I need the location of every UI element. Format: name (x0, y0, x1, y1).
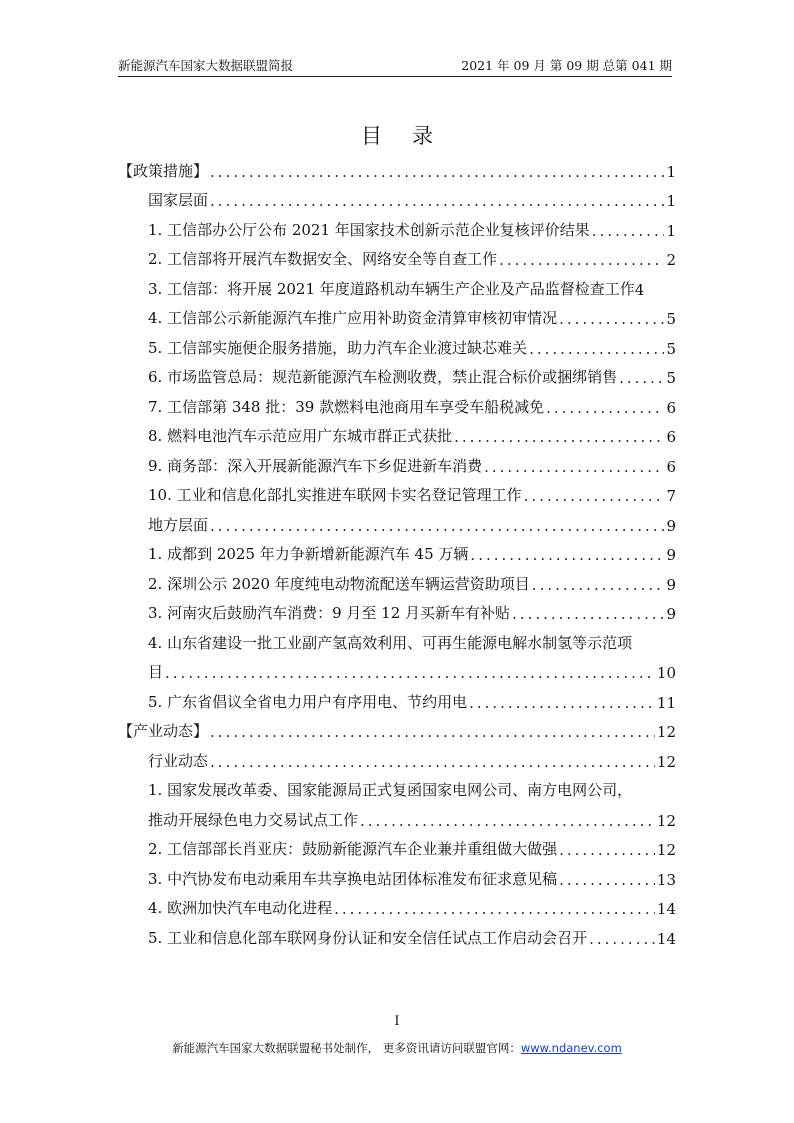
toc-leader-dots (592, 222, 665, 240)
toc-entry[interactable] (118, 893, 676, 923)
toc-entry-page: 7 (666, 487, 676, 505)
toc-leader-dots (470, 546, 664, 564)
footer-text: 新能源汽车国家大数据联盟秘书处制作， 更多资讯请访问联盟官网： (172, 1041, 521, 1055)
header-publication-name: 新能源汽车国家大数据联盟简报 (118, 58, 294, 73)
toc-entry-title: 10. 工业和信息化部扎实推进车联网卡实名登记管理工作 (148, 486, 522, 504)
toc-entry-title: 【产业动态】 (118, 722, 209, 740)
toc-entry[interactable] (118, 834, 676, 864)
toc-entry-page: 13 (656, 870, 676, 889)
toc-entry[interactable] (118, 775, 676, 805)
toc-entry-page: 9 (666, 575, 676, 594)
toc-entry[interactable] (118, 568, 676, 598)
toc-entry[interactable] (118, 657, 676, 687)
toc-entry-title: 3. 工信部：将开展 2021 年度道路机动车辆生产企业及产品监督检查工作 (148, 279, 635, 298)
toc-leader-dots (559, 841, 655, 859)
toc-entry-page: 1 (666, 162, 676, 181)
toc-entry-title: 3. 河南灾后鼓励汽车消费：9 月至 12 月买新车有补贴 (148, 604, 511, 622)
toc-leader-dots (334, 900, 655, 918)
toc-entry[interactable] (118, 686, 676, 716)
toc-title: 目录 (361, 124, 463, 148)
toc-entry-title: 8. 燃料电池汽车示范应用广东城市群正式获批 (148, 427, 453, 445)
toc-entry-title: 目 (148, 663, 164, 681)
toc-leader-dots (210, 753, 655, 771)
toc-entry-title: 5. 广东省倡议全省电力用户有序用电、节约用电 (148, 692, 468, 711)
toc-leader-dots (454, 428, 664, 446)
toc-entry-title: 9. 商务部：深入开展新能源汽车下乡促进新车消费 (148, 456, 483, 475)
toc-leader-dots (469, 694, 655, 712)
toc-entry-page: 14 (656, 929, 676, 948)
toc-entry-title: 国家层面 (148, 191, 209, 209)
toc-leader-dots (210, 517, 664, 535)
toc-entry[interactable] (118, 480, 676, 510)
toc-entry[interactable] (118, 214, 676, 244)
toc-entry-page: 1 (666, 221, 676, 240)
toc-entry-title: 2. 工信部将开展汽车数据安全、网络安全等自查工作 (148, 250, 498, 268)
toc-entry[interactable] (118, 863, 676, 893)
toc-leader-dots (529, 340, 664, 358)
toc-entry-page: 4 (634, 280, 645, 299)
toc-entry[interactable] (118, 804, 676, 834)
toc-entry[interactable] (118, 539, 676, 569)
toc-entry-title: 2. 工信部部长肖亚庆：鼓励新能源汽车企业兼并重组做大做强 (148, 840, 558, 858)
toc-entry-page: 5 (666, 339, 676, 358)
toc-entry[interactable] (118, 244, 676, 274)
toc-entry-page: 6 (666, 398, 676, 417)
toc-entry[interactable] (118, 716, 676, 746)
toc-entry[interactable] (118, 598, 676, 628)
footer-website-link[interactable]: www.ndanev.com (520, 1041, 622, 1055)
toc-entry[interactable] (118, 303, 676, 333)
toc-entry[interactable] (118, 745, 676, 775)
toc-entry-page: 14 (656, 900, 676, 918)
toc-entry-title: 4. 山东省建设一批工业副产氢高效利用、可再生能源电解水制氢等示范项 (148, 633, 633, 652)
toc-entry-page: 12 (656, 723, 676, 741)
toc-entry-page: 6 (666, 457, 676, 476)
toc-entry-page: 6 (666, 428, 676, 446)
toc-entry-page: 2 (666, 251, 676, 269)
toc-entry-title: 4. 工信部公示新能源汽车推广应用补助资金清算审核初审情况 (148, 309, 558, 327)
toc-entry[interactable] (118, 627, 676, 657)
toc-entry-title: 6. 市场监管总局：规范新能源汽车检测收费，禁止混合标价或捆绑销售 (148, 368, 618, 386)
toc-entry-title: 1. 工信部办公厅公布 2021 年国家技术创新示范企业复核评价结果 (148, 220, 590, 239)
toc-entry-page: 1 (666, 192, 676, 210)
toc-entry-title: 1. 国家发展改革委、国家能源局正式复函国家电网公司、南方电网公司， (148, 781, 633, 799)
toc-leader-dots (559, 871, 655, 889)
toc-leader-dots (210, 192, 664, 210)
toc-leader-dots (210, 163, 664, 181)
toc-entry[interactable] (118, 391, 676, 421)
header-issue-info: 2021 年 09 月 第 09 期 总第 041 期 (461, 58, 672, 73)
table-of-contents (118, 155, 676, 952)
toc-leader-dots (559, 310, 664, 328)
toc-entry-title: 推动开展绿色电力交易试点工作 (148, 810, 359, 829)
toc-entry-page: 5 (666, 310, 676, 328)
page-footer (0, 1040, 794, 1056)
toc-entry-page: 10 (656, 664, 676, 682)
page-header (118, 52, 672, 77)
toc-entry[interactable] (118, 922, 676, 952)
toc-entry[interactable] (118, 450, 676, 480)
toc-leader-dots (165, 664, 655, 682)
toc-entry[interactable] (118, 155, 676, 185)
toc-entry-title: 1. 成都到 2025 年力争新增新能源汽车 45 万辆 (148, 545, 469, 563)
toc-entry-title: 3. 中汽协发布电动乘用车共享换电站团体标准发布征求意见稿 (148, 869, 558, 888)
toc-entry[interactable] (118, 185, 676, 215)
toc-entry-title: 5. 工业和信息化部车联网身份认证和安全信任试点工作启动会召开 (148, 928, 588, 947)
toc-entry[interactable] (118, 362, 676, 392)
toc-entry-page: 5 (666, 369, 676, 387)
toc-leader-dots (512, 605, 664, 623)
toc-leader-dots (210, 723, 655, 741)
toc-leader-dots (546, 399, 664, 417)
toc-entry[interactable] (118, 273, 676, 303)
toc-leader-dots (360, 812, 655, 830)
toc-leader-dots (589, 930, 655, 948)
toc-entry-title: 【政策措施】 (118, 161, 209, 180)
toc-entry[interactable] (118, 421, 676, 451)
toc-leader-dots (499, 251, 664, 269)
toc-entry-title: 7. 工信部第 348 批：39 款燃料电池商用车享受车船税减免 (148, 397, 545, 416)
toc-entry-page: 12 (656, 752, 676, 771)
toc-leader-dots (532, 576, 665, 594)
toc-entry-title: 4. 欧洲加快汽车电动化进程 (148, 899, 333, 917)
toc-leader-dots (524, 487, 665, 505)
toc-leader-dots (484, 458, 664, 476)
toc-leader-dots (619, 369, 664, 387)
toc-entry[interactable] (118, 509, 676, 539)
toc-entry-title: 行业动态 (148, 751, 209, 770)
toc-entry-title: 2. 深圳公示 2020 年度纯电动物流配送车辆运营资助项目 (148, 574, 530, 593)
toc-entry-title: 地方层面 (148, 515, 209, 534)
toc-entry-page: 12 (656, 811, 676, 830)
toc-entry-page: 9 (666, 605, 676, 623)
toc-entry-page: 9 (666, 546, 676, 564)
toc-entry-page: 9 (666, 516, 676, 535)
page-number: I (394, 1014, 400, 1029)
toc-entry-title: 5. 工信部实施便企服务措施，助力汽车企业渡过缺芯难关 (148, 338, 528, 357)
toc-entry[interactable] (118, 332, 676, 362)
toc-entry-page: 12 (656, 841, 676, 859)
toc-entry-page: 11 (656, 693, 676, 712)
